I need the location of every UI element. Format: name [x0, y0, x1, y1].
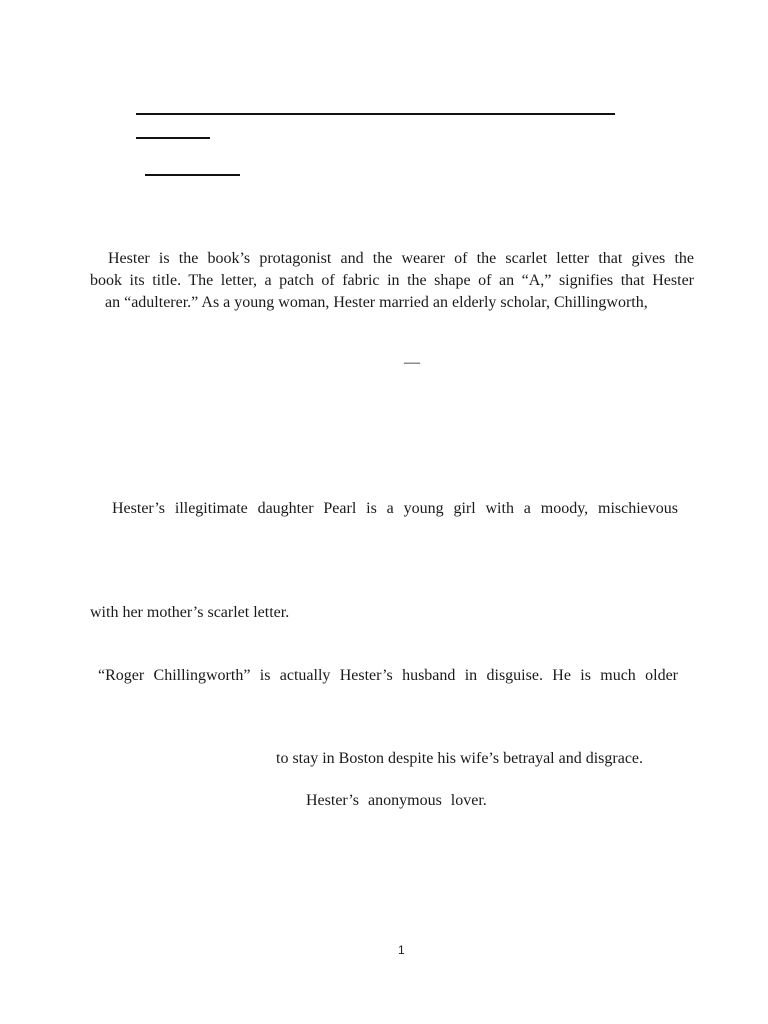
subtitle-underline [145, 174, 240, 176]
page-number: 1 [398, 943, 405, 957]
lover-line: Hester’s anonymous lover. [306, 792, 487, 809]
pearl-paragraph-line-2: with her mother’s scarlet letter. [90, 604, 290, 621]
hester-paragraph-line-2: book its title. The letter, a patch of fabric in the shape of an “A,” signifies that Hester [90, 272, 694, 289]
title-underline-continuation [136, 137, 210, 139]
pearl-paragraph-line-1: Hester’s illegitimate daughter Pearl is a young girl with a moody, mischievous [112, 500, 678, 517]
em-dash: — [404, 354, 420, 371]
roger-paragraph-line-1: “Roger Chillingworth” is actually Hester’s husband in disguise. He is much older [98, 667, 678, 684]
hester-paragraph-line-1: Hester is the book’s protagonist and the wearer of the scarlet letter that gives the [108, 250, 694, 267]
roger-paragraph-line-2: to stay in Boston despite his wife’s betrayal and disgrace. [276, 750, 644, 767]
title-underline [136, 113, 615, 115]
hester-paragraph-line-3: an “adulterer.” As a young woman, Hester married an elderly scholar, Chillingworth, [105, 294, 648, 311]
